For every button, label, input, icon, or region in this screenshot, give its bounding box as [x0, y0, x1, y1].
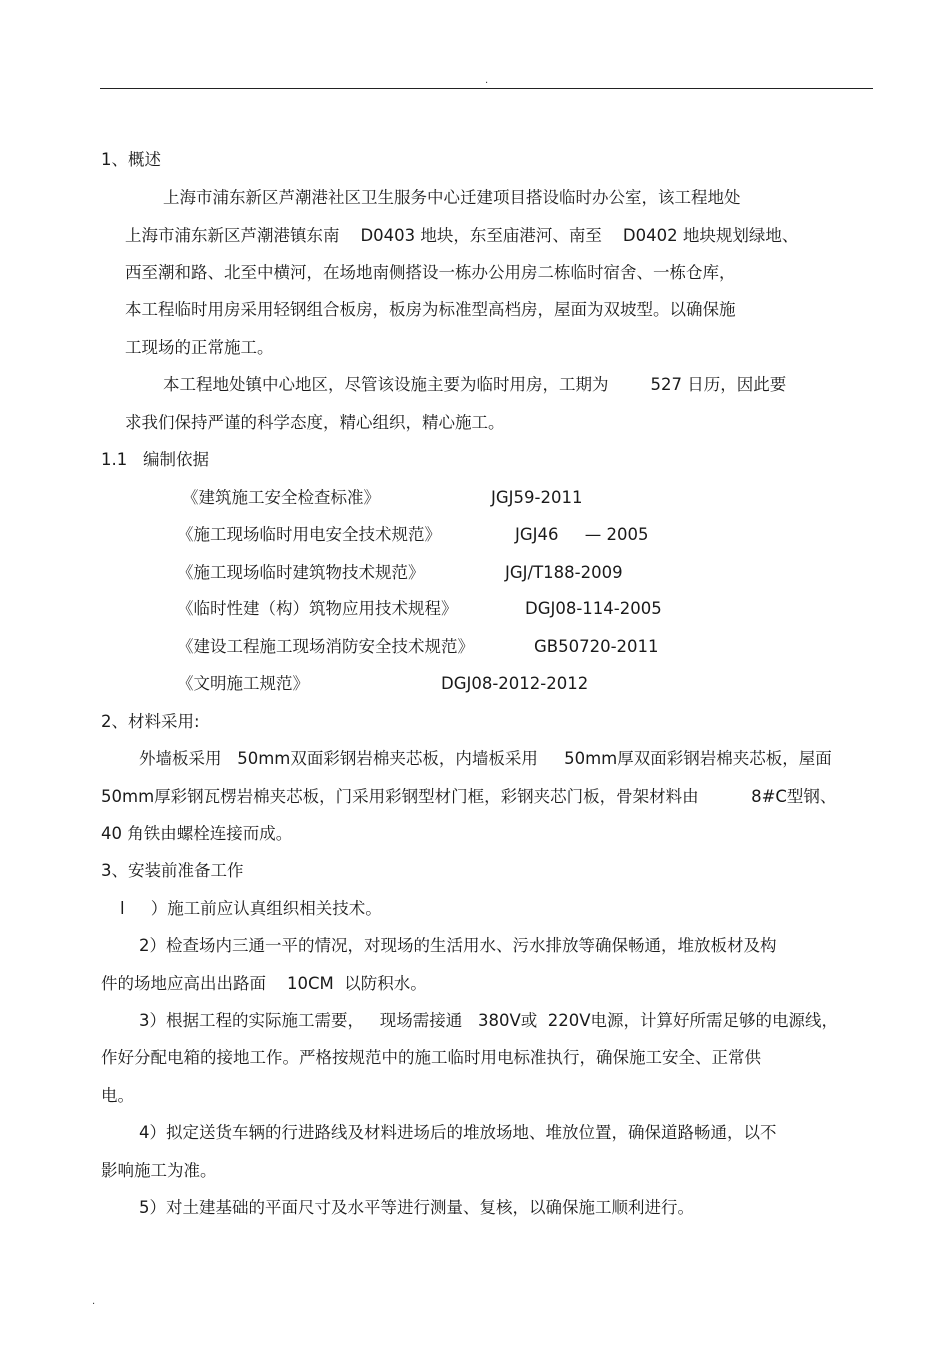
section-2-heading: 2、材料采用: — [101, 712, 200, 731]
header-dot: . — [485, 75, 489, 86]
paragraph-line: 40 角铁由螺栓连接而成。 — [101, 824, 293, 843]
list-item-continued: 电。 — [101, 1086, 134, 1105]
paragraph-line: 西至潮和路、北至中横河，在场地南侧搭设一栋办公用房二栋临时宿舍、一栋仓库， — [125, 263, 736, 282]
footer-dot: . — [92, 1296, 96, 1307]
standard-title: 《施工现场临时用电安全技术规范》 — [177, 525, 441, 544]
standard-code: JGJ/T188-2009 — [505, 563, 623, 582]
standard-code: DGJ08-114-2005 — [525, 599, 662, 618]
header-rule — [100, 88, 873, 89]
standard-title: 《建筑施工安全检查标准》 — [182, 488, 380, 507]
paragraph-line: 50mm厚彩钢瓦楞岩棉夹芯板，门采用彩钢型材门框，彩钢夹芯门板，骨架材料由 8#C型钢、 — [101, 787, 837, 806]
standard-code: DGJ08-2012-2012 — [441, 674, 589, 693]
paragraph-line: 上海市浦东新区芦潮港社区卫生服务中心迁建项目搭设临时办公室，该工程地处 — [163, 188, 741, 207]
list-item: 2）检查场内三通一平的情况，对现场的生活用水、污水排放等确保畅通，堆放板材及构 — [139, 936, 777, 955]
list-item: 4）拟定送货车辆的行进路线及材料进场后的堆放场地、堆放位置，确保道路畅通，以不 — [139, 1123, 777, 1142]
paragraph-line: 本工程临时用房采用轻钢组合板房，板房为标准型高档房，屋面为双坡型。以确保施 — [125, 300, 736, 319]
list-item: l ）施工前应认真组织相关技术。 — [120, 899, 382, 918]
standard-code: GB50720-2011 — [534, 637, 659, 656]
standard-title: 《临时性建（构）筑物应用技术规程》 — [177, 599, 458, 618]
list-item: 3）根据工程的实际施工需要， 现场需接通 380V或 220V电源，计算好所需足够的电源线， — [139, 1011, 839, 1030]
section-3-heading: 3、安装前准备工作 — [101, 861, 244, 880]
standard-code: JGJ59-2011 — [491, 488, 583, 507]
section-1-1-heading: 1.1 编制依据 — [101, 450, 209, 469]
paragraph-line: 上海市浦东新区芦潮港镇东南 D0403 地块，东至庙港河、南至 D0402 地块规划绿地、 — [125, 226, 799, 245]
standard-title: 《建设工程施工现场消防安全技术规范》 — [177, 637, 474, 656]
list-item-continued: 作好分配电箱的接地工作。严格按规范中的施工临时用电标准执行，确保施工安全、正常供 — [101, 1048, 761, 1067]
standard-code: JGJ46 — 2005 — [515, 525, 649, 544]
list-item: 5）对土建基础的平面尺寸及水平等进行测量、复核，以确保施工顺利进行。 — [139, 1198, 694, 1217]
list-item-continued: 影响施工为准。 — [101, 1161, 217, 1180]
standard-title: 《文明施工规范》 — [177, 674, 309, 693]
list-item-continued: 件的场地应高出出路面 10CM 以防积水。 — [101, 974, 427, 993]
paragraph-line: 求我们保持严谨的科学态度，精心组织，精心施工。 — [125, 413, 505, 432]
paragraph-line: 外墙板采用 50mm双面彩钢岩棉夹芯板，内墙板采用 50mm厚双面彩钢岩棉夹芯板，屋面 — [139, 749, 832, 768]
paragraph-line: 工现场的正常施工。 — [125, 338, 274, 357]
standard-title: 《施工现场临时建筑物技术规范》 — [177, 563, 425, 582]
section-1-heading: 1、概述 — [101, 150, 161, 169]
paragraph-line: 本工程地处镇中心地区，尽管该设施主要为临时用房，工期为 527 日历，因此要 — [163, 375, 787, 394]
